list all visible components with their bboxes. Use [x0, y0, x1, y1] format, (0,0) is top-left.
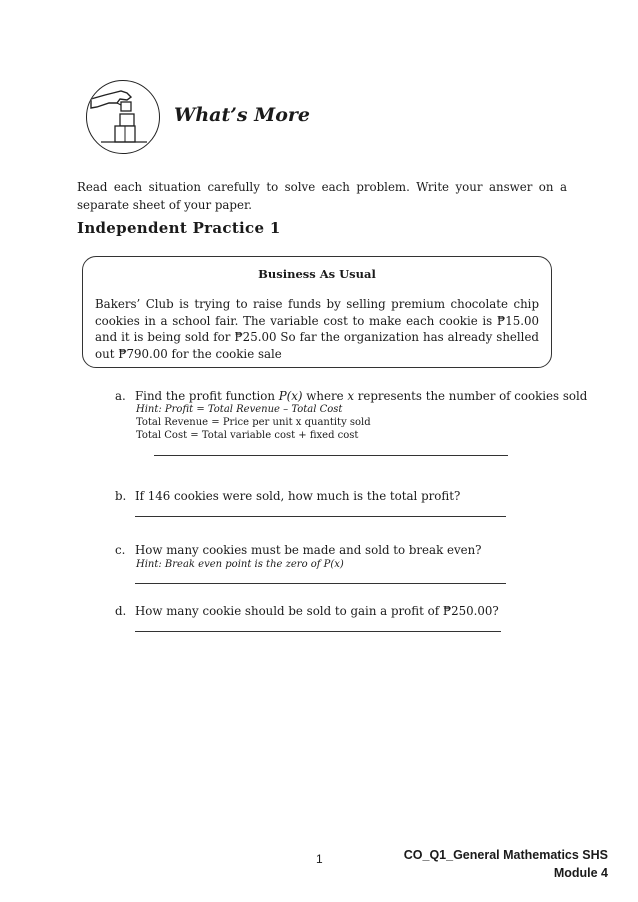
- footer-module: Module 4: [553, 866, 608, 880]
- hand-stacking-blocks-icon: [86, 80, 160, 154]
- question-a-fx: P(x): [278, 389, 303, 403]
- question-c-letter: c.: [115, 543, 126, 557]
- question-a: [135, 388, 588, 404]
- question-b: If 146 cookies were sold, how much is the total profit?: [135, 489, 461, 503]
- question-d-letter: d.: [115, 604, 127, 618]
- question-a-hint-revenue: Total Revenue = Price per unit x quantity sold: [136, 417, 371, 428]
- problem-box: [82, 256, 552, 368]
- question-a-hint-cost: Total Cost = Total variable cost + fixed cost: [136, 430, 359, 441]
- answer-line-a[interactable]: [154, 455, 508, 456]
- question-a-post: represents the number of cookies sold: [353, 389, 588, 403]
- answer-line-d[interactable]: [135, 631, 501, 632]
- question-a-x: x: [347, 389, 354, 403]
- answer-line-b[interactable]: [135, 516, 506, 517]
- answer-line-c[interactable]: [135, 583, 506, 584]
- question-a-hint: Hint: Profit = Total Revenue – Total Cost: [136, 404, 343, 415]
- question-a-mid: where: [302, 389, 348, 403]
- question-a-letter: a.: [115, 389, 126, 403]
- section-title: What’s More: [174, 104, 310, 126]
- instructions: Read each situation carefully to solve each problem. Write your answer on a separate sheet of your paper.: [77, 180, 567, 212]
- question-c: How many cookies must be made and sold to break even?: [135, 543, 482, 557]
- footer-course: CO_Q1_General Mathematics SHS: [403, 848, 608, 862]
- question-b-letter: b.: [115, 489, 127, 503]
- footer-label: [404, 846, 608, 882]
- problem-title: Business As Usual: [258, 267, 376, 281]
- question-d: How many cookie should be sold to gain a profit of ₱250.00?: [135, 604, 499, 618]
- practice-heading: Independent Practice 1: [77, 219, 281, 237]
- problem-text: Bakers’ Club is trying to raise funds by selling premium chocolate chip cookies in a school fair. The variable cost to make each cookie is ₱15.00 and it is being sold for ₱25.00 So far the organization has already shelled out ₱790.00 for the cookie sale: [95, 297, 539, 361]
- question-c-hint: Hint: Break even point is the zero of P(x): [136, 559, 344, 570]
- question-a-pre: Find the profit function: [135, 389, 279, 403]
- page-number: 1: [316, 852, 323, 866]
